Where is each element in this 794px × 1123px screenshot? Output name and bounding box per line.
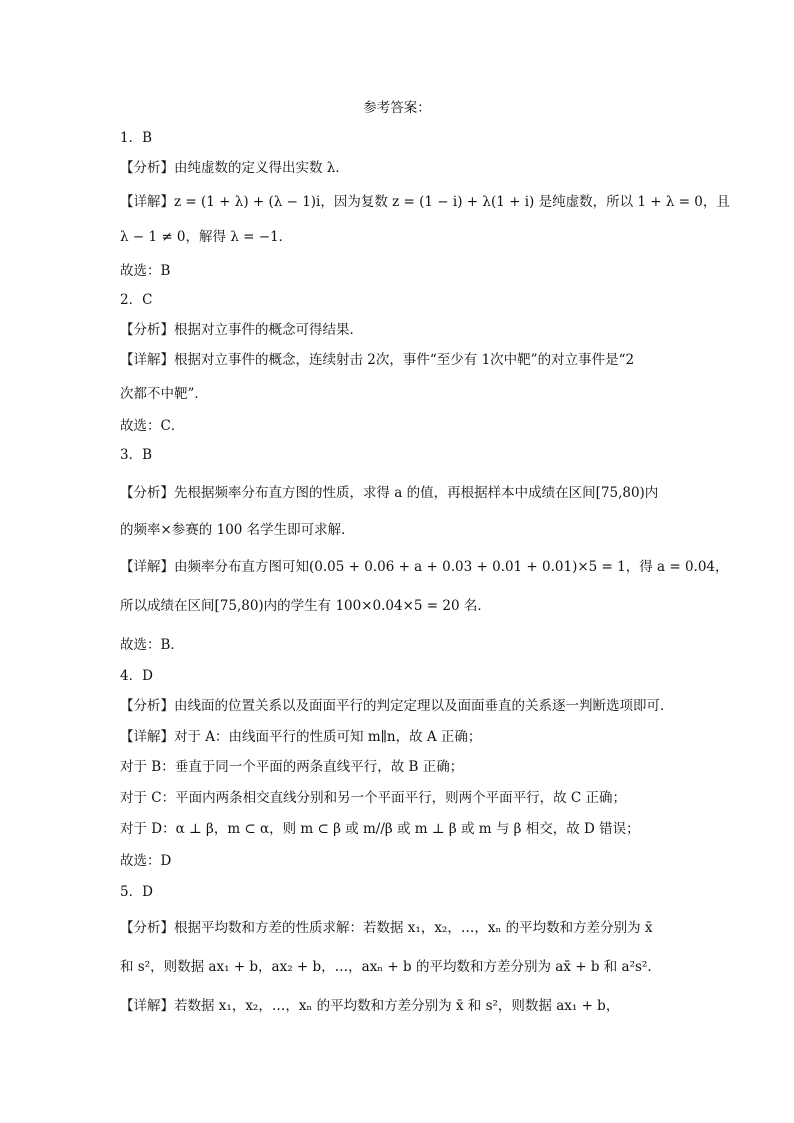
solution-line: 对于 C：平面内两条相交直线分别和另一个平面平行，则两个平面平行，故 C 正确；: [120, 790, 627, 806]
solution-line: 【详解】z = (1 + λ) + (λ − 1)i，因为复数 z = (1 − i) + λ(1 + i) 是纯虚数，所以 1 + λ = 0，且: [120, 194, 730, 210]
solution-line: 所以成绩在区间[75,80)内的学生有 100×0.04×5 = 20 名．: [120, 598, 491, 614]
solution-line: 对于 B：垂直于同一个平面的两条直线平行，故 B 正确；: [120, 759, 464, 775]
answer-number: 1．B: [120, 130, 153, 146]
solution-line: 对于 D：α ⊥ β，m ⊂ α，则 m ⊂ β 或 m//β 或 m ⊥ β 或 m 与 β 相交，故 D 错误；: [120, 821, 640, 837]
answer-number: 3．B: [120, 447, 153, 463]
choice-line: 故选：D: [120, 853, 172, 869]
answer-number: 5．D: [120, 884, 153, 900]
solution-line: 【详解】由频率分布直方图可知(0.05 + 0.06 + a + 0.03 + 0.01 + 0.01)×5 = 1，得 a = 0.04，: [120, 559, 729, 575]
solution-line: 【详解】对于 A：由线面平行的性质可知 m∥n，故 A 正确；: [120, 729, 482, 745]
choice-line: 故选：B: [120, 263, 171, 279]
solution-line: λ − 1 ≠ 0，解得 λ = −1．: [120, 229, 293, 245]
solution-line: 【详解】若数据 x₁，x₂，…，xₙ 的平均数和方差分别为 x̄ 和 s²，则数据 ax₁ + b，: [120, 998, 620, 1014]
answer-number: 4．D: [120, 668, 153, 684]
analysis-line: 【分析】根据平均数和方差的性质求解：若数据 x₁，x₂，…，xₙ 的平均数和方差分别为 x̄: [120, 920, 653, 936]
analysis-line: 和 s²，则数据 ax₁ + b，ax₂ + b，…，axₙ + b 的平均数和方差分别为 ax̄ + b 和 a²s²．: [120, 959, 661, 975]
analysis-line: 【分析】由线面的位置关系以及面面平行的判定定理以及面面垂直的关系逐一判断选项即可．: [120, 698, 674, 714]
analysis-line: 【分析】根据对立事件的概念可得结果．: [120, 322, 363, 338]
solution-line: 【详解】根据对立事件的概念，连续射击 2次，事件“至少有 1次中靶”的对立事件是“2: [120, 352, 635, 368]
analysis-line: 的频率×参赛的 100 名学生即可求解．: [120, 522, 355, 538]
choice-line: 故选：B．: [120, 637, 184, 653]
choice-line: 故选：C．: [120, 418, 185, 434]
page-title: 参考答案：: [363, 100, 431, 116]
answer-number: 2．C: [120, 292, 153, 308]
analysis-line: 【分析】由纯虚数的定义得出实数 λ．: [120, 160, 349, 176]
analysis-line: 【分析】先根据频率分布直方图的性质，求得 a 的值，再根据样本中成绩在区间[75,80)内: [120, 485, 659, 501]
solution-line: 次都不中靶”．: [120, 386, 208, 402]
